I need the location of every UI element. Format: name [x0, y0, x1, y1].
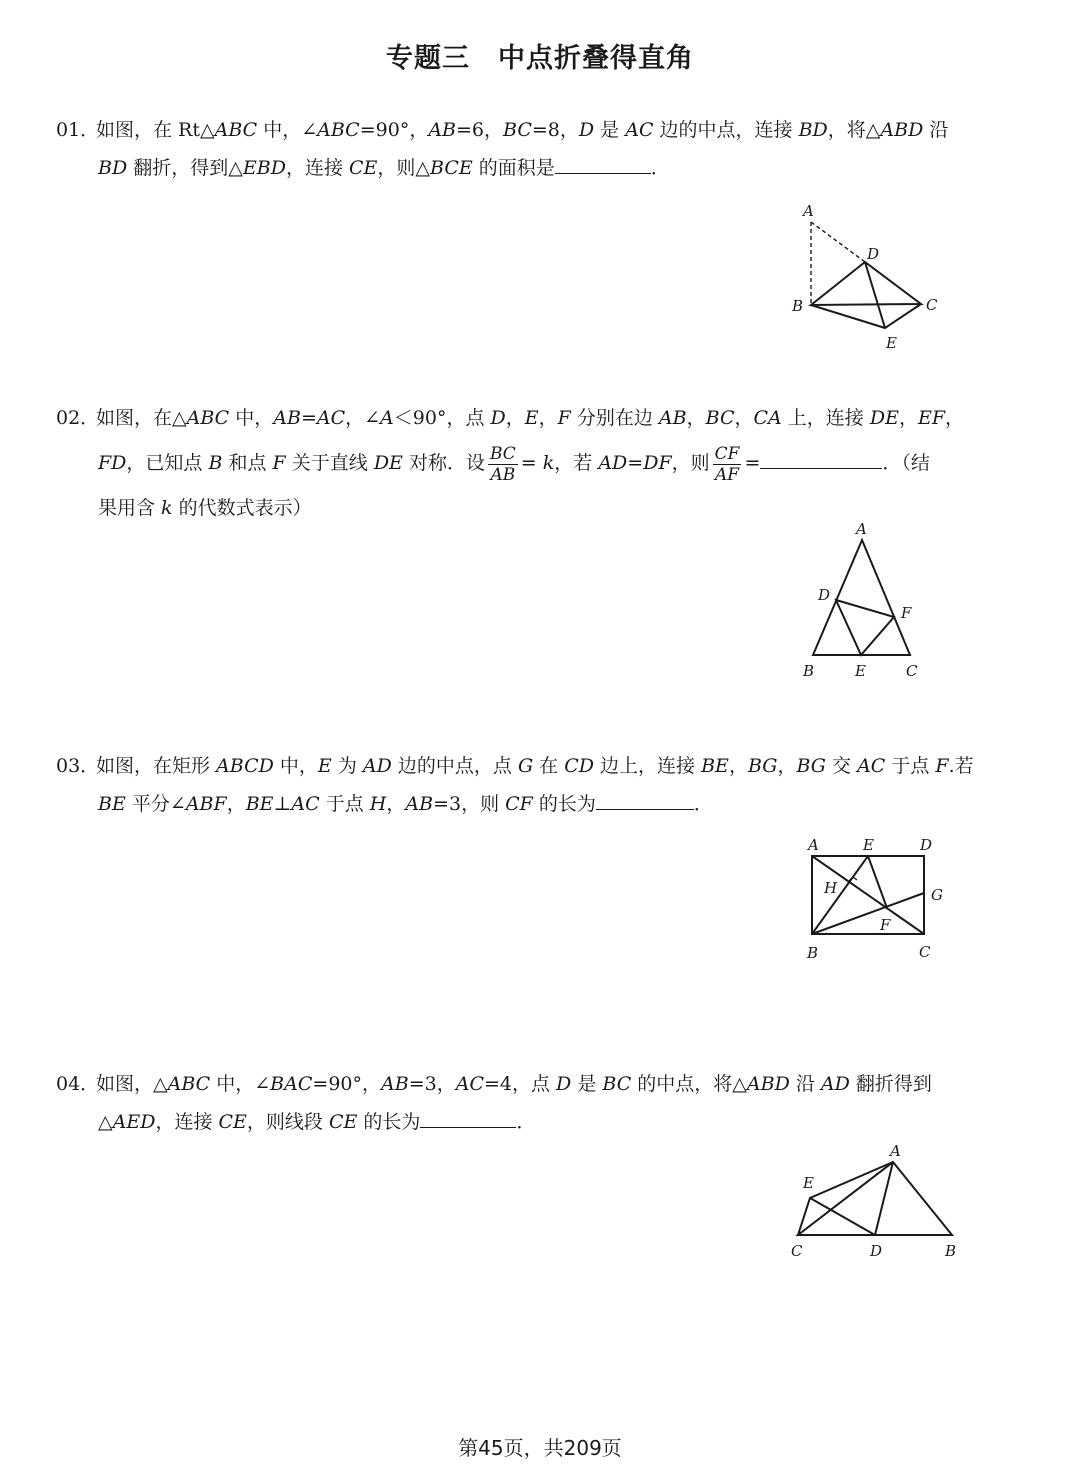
var: k [161, 497, 173, 519]
text: 边上，连接 [594, 755, 702, 777]
text: 如图，在 Rt△ [96, 119, 215, 141]
text: 中，∠ [257, 119, 318, 141]
text: 中， [273, 755, 318, 777]
text: .若 [948, 755, 974, 777]
var: ABC [317, 119, 360, 141]
var: EF [917, 407, 946, 429]
text: ， [945, 407, 965, 429]
var: BE [245, 793, 274, 815]
var: AB [273, 407, 301, 429]
var: AB [428, 119, 457, 141]
text: 为 [331, 755, 363, 777]
var: BCE [430, 157, 473, 179]
text: 分别在边 [570, 407, 659, 429]
label-g: G [931, 886, 943, 904]
label-b: B [803, 662, 815, 680]
label-d: D [818, 586, 831, 604]
text: ． [693, 793, 713, 815]
text: ， [728, 755, 748, 777]
label-c: C [791, 1242, 803, 1260]
text: ， [386, 793, 406, 815]
var: BE [701, 755, 729, 777]
text: ，则△ [377, 157, 431, 179]
text: ，则线段 [246, 1111, 329, 1133]
text: ，已知点 [126, 452, 209, 474]
var: AB [405, 793, 434, 815]
var: AB [658, 407, 687, 429]
text: 翻折，得到△ [127, 157, 243, 179]
text: ． [516, 1111, 536, 1133]
var: DE [373, 452, 403, 474]
var: AC [857, 755, 886, 777]
text: ，将△ [827, 119, 881, 141]
label-h: H [824, 879, 838, 897]
var: E [524, 407, 539, 429]
var: BC [503, 119, 532, 141]
text: 中，∠ [210, 1073, 271, 1095]
var: ABC [214, 119, 258, 141]
var: ABCD [216, 755, 274, 777]
var: BG [796, 755, 826, 777]
text: =3， [408, 1073, 456, 1095]
fraction-denominator: AF [713, 464, 742, 485]
text: =90°， [359, 119, 429, 141]
var: FD [98, 452, 127, 474]
var: F [272, 452, 286, 474]
var: D [556, 1073, 572, 1095]
var: k [542, 452, 555, 474]
label-a: A [856, 520, 867, 538]
text: 翻折得到 [849, 1073, 932, 1095]
text: = [627, 452, 644, 474]
var: BD [798, 119, 828, 141]
var: BAC [270, 1073, 313, 1095]
text: ．（结 [882, 452, 930, 474]
var: DE [869, 407, 899, 429]
var: D [490, 407, 506, 429]
label-b: B [807, 944, 819, 962]
var: CE [218, 1111, 247, 1133]
page-title: 专题三 中点折叠得直角 [386, 43, 694, 74]
text: =8， [531, 119, 579, 141]
var: F [935, 755, 949, 777]
fraction-numerator: CF [714, 443, 740, 464]
var: AED [112, 1111, 156, 1133]
label-b: B [945, 1242, 957, 1260]
text: 关于直线 [285, 452, 374, 474]
text: 中， [229, 407, 274, 429]
question-number: 01． [56, 119, 100, 141]
var: D [578, 119, 595, 141]
var: AD [362, 755, 392, 777]
label-a: A [808, 836, 819, 854]
text: =6， [456, 119, 504, 141]
text: ， [538, 407, 558, 429]
label-b: B [792, 297, 804, 315]
var: H [369, 793, 387, 815]
text: 的面积是 [472, 157, 555, 179]
var: AB [381, 1073, 409, 1095]
var: CE [328, 1111, 358, 1133]
var: BE [98, 793, 126, 815]
text: ， [898, 407, 918, 429]
text: =3，则 [433, 793, 506, 815]
text: 如图，在△ [96, 407, 187, 429]
text: ，若 [554, 452, 599, 474]
var: E [317, 755, 332, 777]
var: ABD [746, 1073, 790, 1095]
label-d: D [867, 245, 880, 263]
text: =4，点 [483, 1073, 557, 1095]
text: 如图，在矩形 [96, 755, 217, 777]
question-number: 04． [56, 1073, 100, 1095]
text: = [300, 407, 317, 429]
label-a: A [890, 1142, 901, 1160]
label-e: E [803, 1174, 814, 1192]
var: BC [705, 407, 735, 429]
question-number: 03． [56, 755, 100, 777]
var: CD [564, 755, 594, 777]
text: 交 [825, 755, 858, 777]
text: =90°， [312, 1073, 382, 1095]
var: AD [598, 452, 628, 474]
text: 是 [571, 1073, 603, 1095]
label-f: F [880, 916, 891, 934]
text: ， [777, 755, 797, 777]
text: 边的中点，连接 [653, 119, 799, 141]
var: BG [747, 755, 778, 777]
var: AC [625, 119, 654, 141]
text: 如图，△ [96, 1073, 168, 1095]
text: ，连接 [155, 1111, 219, 1133]
text: ， [734, 407, 754, 429]
text: 沿 [789, 1073, 821, 1095]
var: AC [316, 407, 346, 429]
text: 对称．设 [402, 452, 485, 474]
var: EBD [242, 157, 286, 179]
page-footer: 第45页，共209页 [458, 1436, 622, 1460]
label-a: A [803, 202, 814, 220]
text: ，连接 [285, 157, 349, 179]
var: CF [505, 793, 533, 815]
text: ， [505, 407, 525, 429]
text: △ [98, 1111, 113, 1133]
label-c: C [926, 296, 938, 314]
var: B [208, 452, 223, 474]
var: F [557, 407, 571, 429]
var: DF [643, 452, 672, 474]
var: ABF [185, 793, 227, 815]
triangle-abc [798, 1162, 952, 1235]
text: ，则 [671, 452, 710, 474]
var: A [380, 407, 394, 429]
text: ＜90°，点 [393, 407, 491, 429]
var: ABD [880, 119, 924, 141]
text: 果用含 [98, 497, 162, 519]
label-c: C [919, 943, 931, 961]
label-f: F [901, 604, 912, 622]
var: AD [820, 1073, 850, 1095]
text: 的长为 [532, 793, 596, 815]
text: 的中点，将△ [631, 1073, 747, 1095]
label-e: E [855, 662, 866, 680]
label-d: D [870, 1242, 883, 1260]
var: ABC [186, 407, 230, 429]
var: CA [753, 407, 782, 429]
var: AC [291, 793, 320, 815]
text: 平分∠ [125, 793, 186, 815]
text: ． [650, 157, 670, 179]
segment-ed [810, 1198, 875, 1235]
fraction-numerator: BC [489, 443, 516, 464]
text: ⊥ [273, 793, 292, 815]
var: G [517, 755, 534, 777]
text: 是 [594, 119, 626, 141]
text: 的长为 [357, 1111, 421, 1133]
var: AC [455, 1073, 484, 1095]
var: CE [348, 157, 378, 179]
text: 在 [533, 755, 565, 777]
label-e: E [886, 334, 897, 352]
var: BD [98, 157, 128, 179]
question-number: 02． [56, 407, 100, 429]
text: ， [226, 793, 246, 815]
text: = [520, 452, 543, 474]
text: 于点 [319, 793, 370, 815]
text: 上，连接 [781, 407, 870, 429]
label-c: C [906, 662, 918, 680]
text: 边的中点，点 [391, 755, 518, 777]
text: 于点 [885, 755, 936, 777]
var: BC [602, 1073, 632, 1095]
text: ，∠ [345, 407, 381, 429]
text: = [744, 452, 761, 474]
label-e: E [863, 836, 874, 854]
text: ， [686, 407, 706, 429]
text: 和点 [222, 452, 273, 474]
fraction-denominator: AB [488, 464, 518, 485]
label-d: D [920, 836, 933, 854]
text: 沿 [923, 119, 949, 141]
var: ABC [167, 1073, 211, 1095]
text: 的代数式表示） [172, 497, 312, 519]
